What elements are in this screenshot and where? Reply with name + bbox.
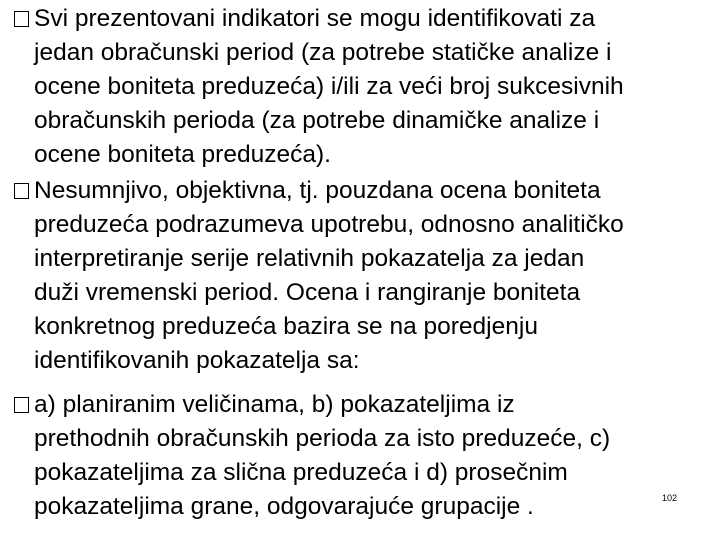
bullet-3-line-1: a) planiranim veličinama, b) pokazateljima iz	[34, 391, 515, 418]
bullet-2-line-5: konkretnog preduzeća bazira se na poredjenju	[34, 313, 538, 340]
bullet-1-line-3: ocene boniteta preduzeća) i/ili za veći broj sukcesivnih	[34, 73, 624, 100]
square-bullet-icon	[14, 183, 29, 199]
square-bullet-icon	[14, 11, 29, 27]
bullet-2-line-1: Nesumnjivo, objektivna, tj. pouzdana ocena boniteta	[34, 177, 601, 204]
bullet-1-line-4: obračunskih perioda (za potrebe dinamičke analize i	[34, 107, 600, 134]
bullet-3-line-2: prethodnih obračunskih perioda za isto preduzeće, c)	[34, 425, 611, 452]
bullet-2-line-6: identifikovanih pokazatelja sa:	[34, 347, 360, 374]
bullet-2-line-2: preduzeća podrazumeva upotrebu, odnosno analitičko	[34, 211, 624, 238]
bullet-3-line-3: pokazateljima za slična preduzeća i d) prosečnim	[34, 459, 568, 486]
bullet-2-line-4: duži vremenski period. Ocena i rangiranje boniteta	[34, 279, 581, 306]
bullet-3-line-4: pokazateljima grane, odgovarajuće grupacije .	[34, 493, 534, 520]
slide-number: 102	[662, 493, 678, 503]
bullet-2-line-3: interpretiranje serije relativnih pokazatelja za jedan	[34, 245, 585, 272]
bullet-1-line-2: jedan obračunski period (za potrebe statičke analize i	[34, 39, 612, 66]
bullet-1-line-5: ocene boniteta preduzeća).	[34, 141, 331, 168]
square-bullet-icon	[14, 397, 29, 413]
bullet-1-line-1: Svi prezentovani indikatori se mogu identifikovati za	[34, 5, 596, 32]
